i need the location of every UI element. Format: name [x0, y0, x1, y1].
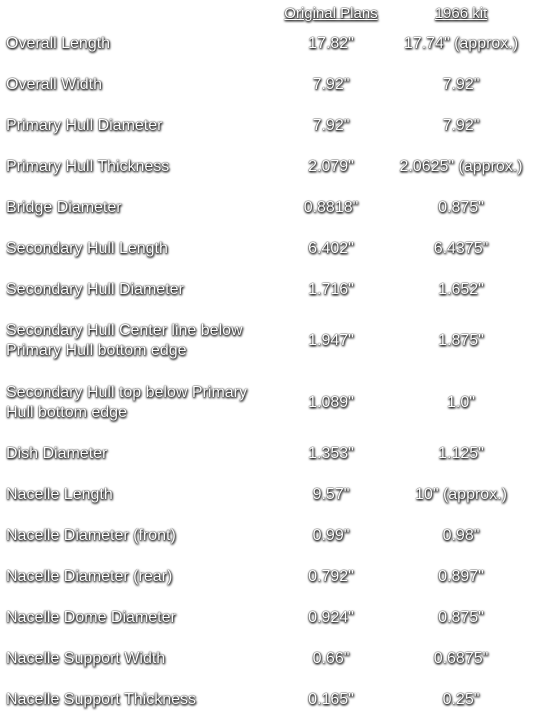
original-plans-value: 17.82" — [308, 35, 354, 52]
original-plans-value: 0.8818" — [303, 199, 359, 216]
row-label: Secondary Hull Center line below Primary Hull bottom edge — [6, 322, 243, 359]
original-plans-value: 1.089" — [308, 394, 354, 411]
row-label: Nacelle Support Thickness — [6, 691, 197, 708]
kit-value: 1.125" — [438, 445, 484, 462]
row-label: Nacelle Support Width — [6, 650, 166, 667]
kit-value: 1.652" — [438, 281, 484, 298]
table-row — [0, 279, 550, 301]
original-plans-value: 7.92" — [312, 117, 350, 134]
row-label: Nacelle Diameter (rear) — [6, 568, 173, 585]
table-row — [0, 33, 550, 55]
row-label: Bridge Diameter — [6, 199, 122, 216]
table-row — [0, 156, 550, 178]
table-row — [0, 115, 550, 137]
kit-value: 6.4375" — [433, 240, 489, 257]
table-row — [0, 238, 550, 260]
column-header-original-plans: Original Plans — [284, 5, 378, 22]
row-label: Overall Width — [6, 76, 103, 93]
original-plans-value: 1.716" — [308, 281, 354, 298]
kit-value: 0.897" — [438, 568, 484, 585]
original-plans-value: 0.99" — [312, 527, 350, 544]
kit-value: 0.875" — [438, 609, 484, 626]
original-plans-value: 9.57" — [312, 486, 350, 503]
row-label: Dish Diameter — [6, 445, 108, 462]
row-label: Secondary Hull Diameter — [6, 281, 184, 298]
kit-value: 0.6875" — [433, 650, 489, 667]
original-plans-value: 0.924" — [308, 609, 354, 626]
table-row — [0, 689, 550, 711]
table-row — [0, 320, 550, 362]
table-row — [0, 443, 550, 465]
kit-value: 7.92" — [442, 117, 480, 134]
row-label: Nacelle Dome Diameter — [6, 609, 176, 626]
table-row — [0, 382, 550, 424]
row-label: Nacelle Diameter (front) — [6, 527, 176, 544]
row-label: Secondary Hull Length — [6, 240, 168, 257]
kit-value: 7.92" — [442, 76, 480, 93]
original-plans-value: 6.402" — [308, 240, 354, 257]
kit-value: 2.0625" (approx.) — [399, 158, 523, 175]
table-row — [0, 197, 550, 219]
table-row — [0, 607, 550, 629]
original-plans-value: 0.165" — [308, 691, 354, 708]
table-row — [0, 74, 550, 96]
original-plans-value: 2.079" — [308, 158, 354, 175]
kit-value: 1.0" — [447, 394, 475, 411]
original-plans-value: 0.792" — [308, 568, 354, 585]
column-header-1966-kit: 1966 kit — [434, 5, 488, 22]
kit-value: 0.875" — [438, 199, 484, 216]
row-label: Nacelle Length — [6, 486, 113, 503]
kit-value: 0.98" — [442, 527, 480, 544]
kit-value: 17.74" (approx.) — [403, 35, 519, 52]
kit-value: 1.875" — [438, 332, 484, 349]
table-row — [0, 566, 550, 588]
row-label: Primary Hull Diameter — [6, 117, 163, 134]
original-plans-value: 1.353" — [308, 445, 354, 462]
kit-value: 10" (approx.) — [415, 486, 507, 503]
original-plans-value: 0.66" — [312, 650, 350, 667]
kit-value: 0.25" — [442, 691, 480, 708]
row-label: Primary Hull Thickness — [6, 158, 170, 175]
row-label: Secondary Hull top below Primary Hull bottom edge — [6, 384, 247, 421]
row-label: Overall Length — [6, 35, 111, 52]
original-plans-value: 1.947" — [308, 332, 354, 349]
table-row — [0, 484, 550, 506]
table-row — [0, 648, 550, 670]
table-row — [0, 525, 550, 547]
original-plans-value: 7.92" — [312, 76, 350, 93]
